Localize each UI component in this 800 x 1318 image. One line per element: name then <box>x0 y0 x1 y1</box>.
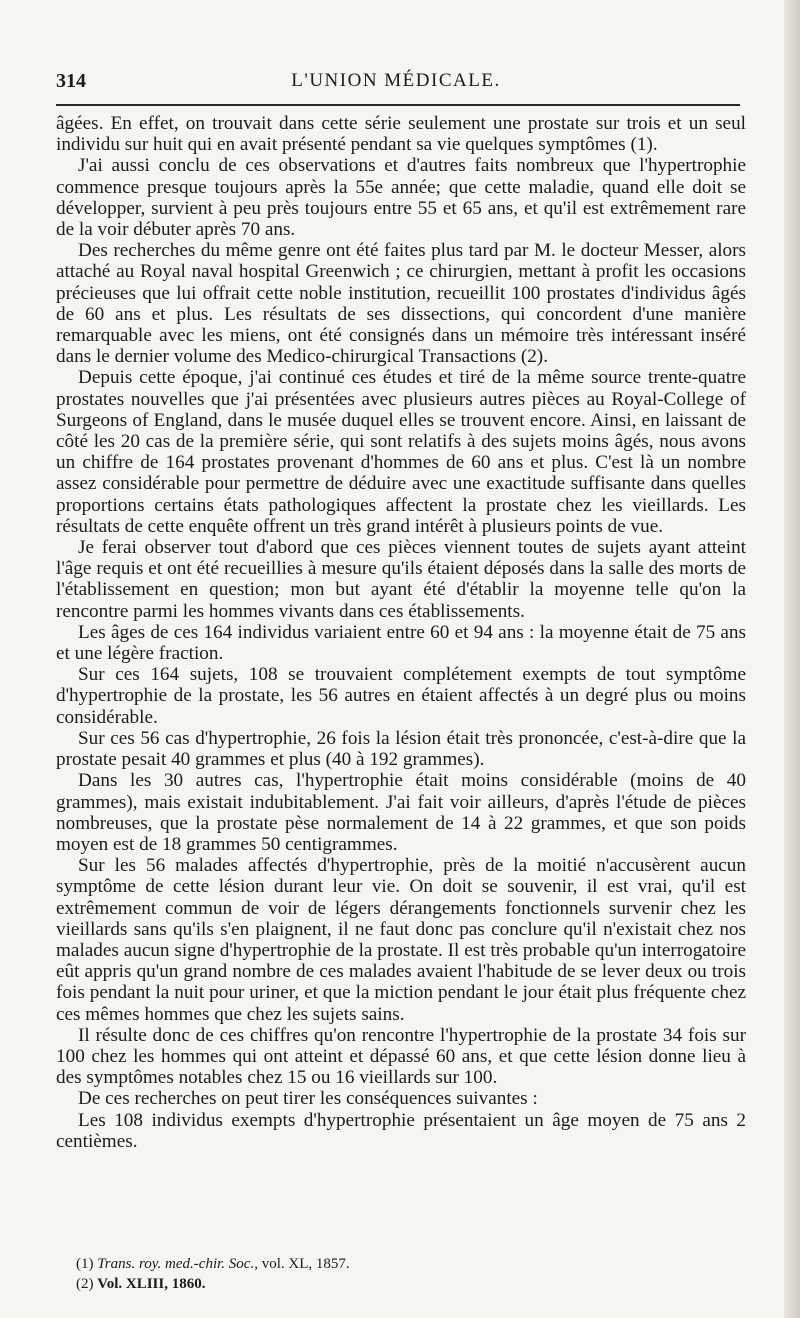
paragraph: Depuis cette époque, j'ai continué ces études et tiré de la même source trente-quatre prostates nouvelles que j'ai présentées avec plusieurs autres pièces au Royal-College of Surgeons of England, dans le musée duquel elles se trouvent encore. Ainsi, en laissant de côté les 20 cas de la première série, qui sont relatifs à des sujets moins âgés, nous avons un chiffre de 164 prostates provenant d'hommes de 60 ans et plus. C'est là un nombre assez considérable pour permettre de déduire avec une exactitude suffisante dans quelles proportions certains états pathologiques affectent la prostate chez les vieillards. Les résultats de cette enquête offrent un très grand intérêt à plusieurs points de vue. <box>56 367 746 537</box>
footnote-title: Trans. roy. med.-chir. Soc. <box>97 1256 255 1272</box>
body-text <box>56 113 746 1152</box>
footnote <box>76 1274 736 1294</box>
footnote-marker: (2) <box>76 1276 94 1292</box>
paragraph: Dans les 30 autres cas, l'hypertrophie était moins considérable (moins de 40 grammes), mais existait indubitablement. J'ai fait voir ailleurs, d'après l'étude de pièces nombreuses, que la prostate pèse normalement de 14 à 22 grammes, et que son poids moyen est de 18 grammes 50 centigrammes. <box>56 770 746 855</box>
header-rule <box>56 104 740 106</box>
paragraph: âgées. En effet, on trouvait dans cette série seulement une prostate sur trois et un seul individu sur huit qui en avait présenté pendant sa vie quelques symptômes (1). <box>56 113 746 156</box>
paragraph: Je ferai observer tout d'abord que ces pièces viennent toutes de sujets ayant atteint l'âge requis et ont été recueillies à mesure qu'ils étaient déposés dans la salle des morts de l'établissement en question; mon but ayant été d'établir la moyenne telle qu'on la rencontre parmi les hommes vivants dans ces établissements. <box>56 537 746 622</box>
page-header <box>56 66 736 94</box>
paragraph: Les 108 individus exempts d'hypertrophie présentaient un âge moyen de 75 ans 2 centièmes. <box>56 1109 746 1152</box>
footnote-tail: Vol. XLIII, 1860. <box>97 1276 206 1292</box>
running-title: L'UNION MÉDICALE. <box>291 70 501 91</box>
paragraph: Sur les 56 malades affectés d'hypertrophie, près de la moitié n'accusèrent aucun symptôme de cette lésion durant leur vie. On doit se souvenir, il est vrai, qu'il est extrêmement commun de voir de légers dérangements fonctionnels survenir chez les vieillards sans qu'ils s'en plaignent, il ne faut donc pas conclure qu'il n'existait chez nos malades aucun signe d'hypertrophie de la prostate. Il est très probable qu'un interrogatoire eût appris qu'un grand nombre de ces malades avaient l'habitude de se lever deux ou trois fois pendant la nuit pour uriner, et que la miction pendant le jour était plus fréquente chez ces mêmes hommes que chez les sujets sains. <box>56 855 746 1025</box>
footnote <box>76 1254 736 1274</box>
paragraph: De ces recherches on peut tirer les conséquences suivantes : <box>78 1088 538 1110</box>
page-number: 314 <box>56 70 86 92</box>
paragraph: Sur ces 56 cas d'hypertrophie, 26 fois la lésion était très prononcée, c'est-à-dire que la prostate pesait 40 grammes et plus (40 à 192 grammes). <box>56 727 746 771</box>
page-edge-shadow <box>784 0 800 1318</box>
paragraph: Des recherches du même genre ont été faites plus tard par M. le docteur Messer, alors attaché au Royal naval hospital Greenwich ; ce chirurgien, mettant à profit les occasions précieuses que lui offrait cette noble institution, recueillit 100 prostates d'individus âgés de 60 ans et plus. Les résultats de ses dissections, qui concordent d'une manière remarquable avec les miens, ont été consignés dans un mémoire très intéressant inséré dans le dernier volume des Medico-chirurgical Transactions (2). <box>56 240 746 368</box>
footnotes <box>76 1254 736 1294</box>
footnote-tail: , vol. XL, 1857. <box>254 1256 350 1272</box>
paragraph: Sur ces 164 sujets, 108 se trouvaient complétement exempts de tout symptôme d'hypertrophie de la prostate, les 56 autres en étaient affectés à un degré plus ou moins considérable. <box>56 664 746 728</box>
paragraph: J'ai aussi conclu de ces observations et d'autres faits nombreux que l'hypertrophie commence presque toujours après la 55e année; que cette maladie, quand elle doit se développer, survient à peu près toujours entre 55 et 65 ans, et qu'il est extrêmement rare de la voir débuter après 70 ans. <box>56 155 746 241</box>
paragraph: Les âges de ces 164 individus variaient entre 60 et 94 ans : la moyenne était de 75 ans et une légère fraction. <box>56 621 746 665</box>
paragraph: Il résulte donc de ces chiffres qu'on rencontre l'hypertrophie de la prostate 34 fois sur 100 chez les hommes qui ont atteint et dépassé 60 ans, et que cette lésion donne lieu à des symptômes notables chez 15 ou 16 vieillards sur 100. <box>56 1024 746 1089</box>
footnote-marker: (1) <box>76 1256 94 1272</box>
